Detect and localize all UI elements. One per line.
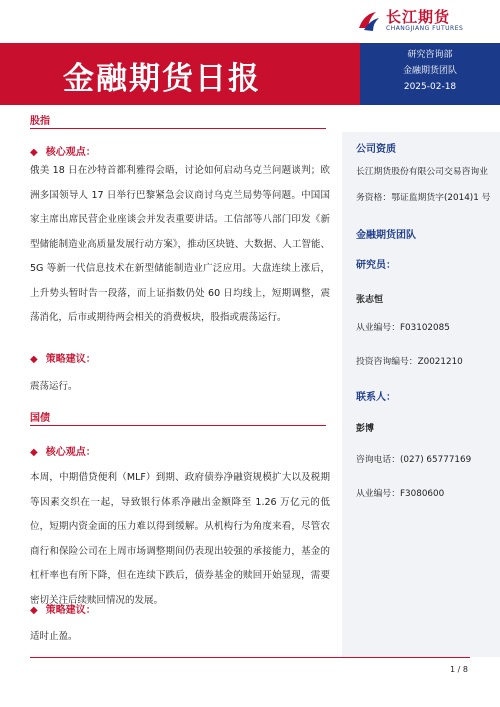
report-title: 金融期货日报 (63, 61, 261, 97)
qualification-line-1: 长江期货股份有限公司交易咨询业 (356, 167, 488, 177)
researcher-advisor-no: 投资咨询编号：Z0021210 (356, 357, 463, 367)
contact-license: 从业编号：F3080600 (356, 489, 445, 499)
contact-phone: 咨询电话：(027) 65777169 (356, 455, 472, 465)
section-bonds-heading: 国债 (30, 413, 50, 424)
info-sidebar (342, 132, 500, 657)
page-number: 1 / 8 (450, 665, 468, 674)
bullet-icon: ◆ (30, 605, 38, 616)
contact-heading: 联系人： (356, 392, 396, 403)
stock-index-strategy-text: 震荡运行。 (30, 381, 78, 392)
researcher-license: 从业编号：F03102085 (356, 323, 450, 333)
company-logo (356, 6, 463, 36)
bonds-view-label: ◆ 核心观点： (30, 447, 96, 458)
bonds-view-text: 本周，中期借贷便利（MLF）到期、政府债券净融资规模扩大以及税期等因素交织在一起，导致银行体系净融出金额降至 1.26 万亿元的低位，短期内资金面的压力难以得到缓解。从机构行为角度来看，尽管农商行和保险公司在上周市场调整期间仍表现出较强的承接能力，基金的杠杆率也有所下降，但在连续下跌后，债券基金的赎回开始显现，需要密切关注后续赎回情况的发展。 (30, 472, 330, 606)
stock-index-view-label: ◆ 核心观点： (30, 147, 96, 158)
stock-index-strategy-label: ◆ 策略建议： (30, 354, 96, 365)
bonds-strategy-text: 适时止盈。 (30, 631, 78, 642)
bullet-icon: ◆ (30, 354, 38, 365)
contact-name: 彭博 (356, 424, 375, 434)
brand-name-en: CHANGJIANG FUTURES (386, 25, 464, 32)
section-divider (30, 128, 326, 129)
footer-divider (30, 657, 470, 658)
dept-label: 研究咨询部 (407, 50, 453, 60)
researcher-heading: 研究员： (356, 260, 396, 271)
changjiang-logo-icon (356, 8, 382, 34)
bonds-strategy-label: ◆ 策略建议： (30, 605, 96, 616)
section-stock-index-heading: 股指 (30, 116, 50, 127)
qualification-heading: 公司资质 (356, 144, 396, 155)
report-date: 2025-02-18 (403, 82, 457, 92)
brand-name-cn: 长江期货 (386, 8, 451, 26)
bullet-icon: ◆ (30, 147, 38, 158)
team-label: 金融期货团队 (402, 66, 457, 76)
report-meta (360, 43, 500, 105)
report-banner (0, 43, 360, 105)
team-heading: 金融期货团队 (356, 230, 416, 241)
bullet-icon: ◆ (30, 447, 38, 458)
stock-index-view-text: 俄美 18 日在沙特首都利雅得会晤，讨论如何启动乌克兰问题谈判；欧洲多国领导人 17 日举行巴黎紧急会议商讨乌克兰局势等问题。中国国家主席出席民营企业座谈会并发表重要讲话。工信部等八部门印发《新型储能制造业高质量发展行动方案》，推动区块链、大数据、人工智能、5G 等新一代信息技术在新型储能制造业广泛应用。大盘连续上涨后，上升势头暂时告一段落，而上证指数仍处 60 日均线上，短期调整，震荡消化，后市或期待两会相关的消费板块，股指或震荡运行。 (30, 165, 330, 323)
section-divider (30, 425, 326, 426)
qualification-line-2: 务资格：鄂证监期货字(2014)1 号 (356, 193, 491, 203)
researcher-name: 张志恒 (356, 295, 384, 305)
